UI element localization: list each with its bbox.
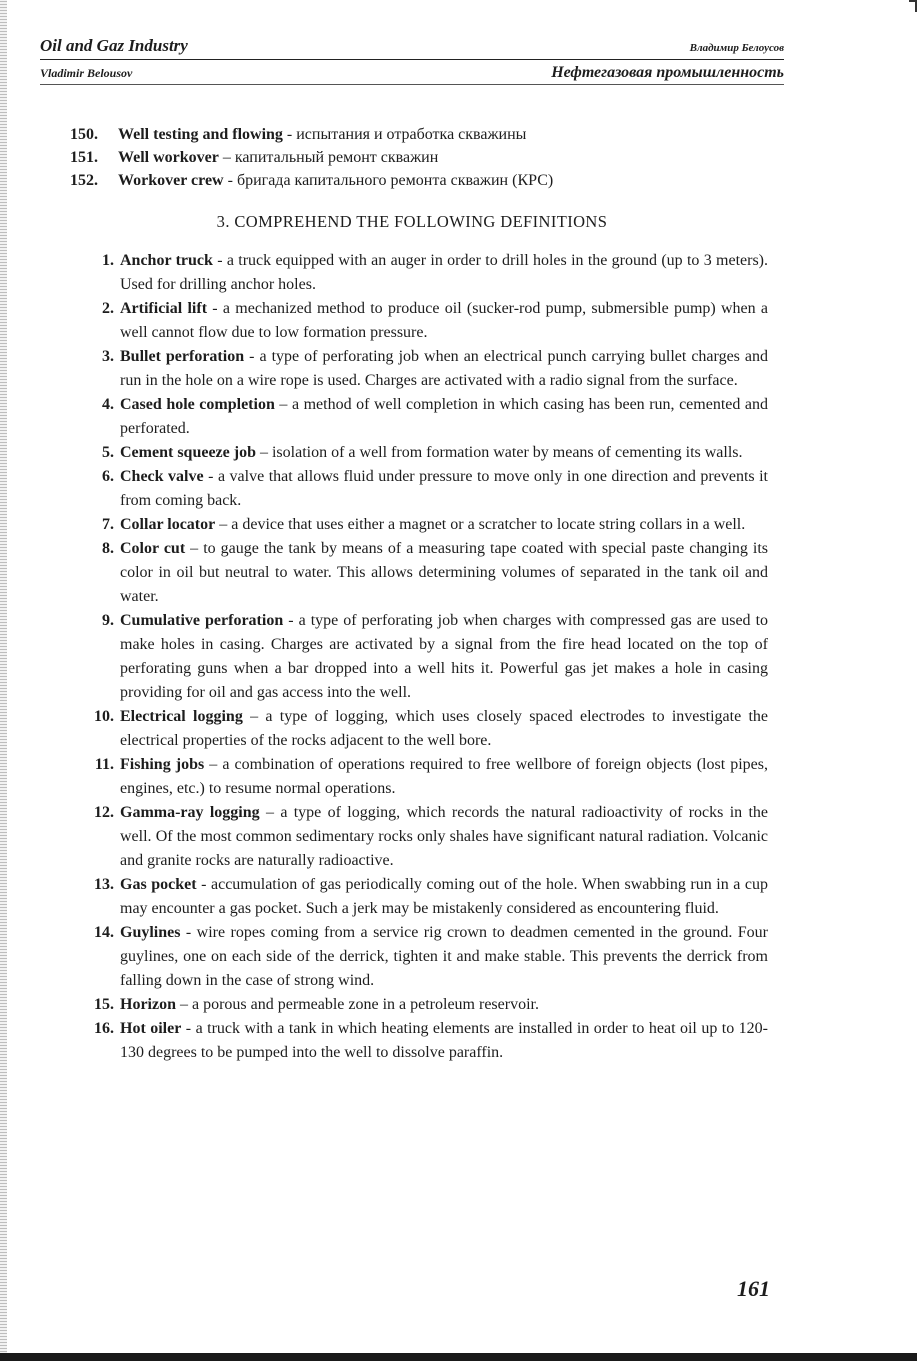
item-number: 4.: [102, 396, 114, 413]
definitions-list: [40, 249, 784, 1065]
item-number: 152.: [70, 172, 98, 189]
definition-item: [40, 609, 784, 705]
term-separator: –: [259, 804, 281, 821]
running-header-top: [40, 36, 784, 60]
item-body: [120, 801, 768, 873]
term: Gas pocket: [120, 876, 197, 893]
item-body: [120, 753, 768, 801]
term: Workover crew: [118, 172, 224, 189]
term-separator: –: [255, 444, 272, 461]
definition-item: [40, 993, 784, 1017]
item-body: [120, 345, 768, 393]
header-author-en: Vladimir Belousov: [40, 66, 133, 80]
term: Well testing and flowing: [118, 126, 283, 143]
item-body: [120, 513, 768, 537]
term-definition: a method of well completion in which casing has been run, cemented and perforated.: [120, 396, 769, 437]
item-body: [118, 146, 438, 169]
definition-item: [40, 1017, 784, 1065]
term-definition: a type of perforating job when an electrical punch carrying bullet charges and run in the hole on a wire rope is used. Charges are activated with a radio signal from the surface.: [120, 348, 769, 389]
term-separator: -: [180, 924, 197, 941]
item-number: 6.: [102, 468, 114, 485]
term-definition: wire ropes coming from a service rig crown to deadmen cemented in the ground. Four guylines, one on each side of the derrick, tighten it and make stable. This prevents the derrick from falling down in the case of strong wind.: [120, 924, 768, 989]
term-separator: -: [181, 1020, 196, 1037]
term-definition: a mechanized method to produce oil (sucker-rod pump, submersible pump) when a well cannot flow due to low formation pressure.: [120, 300, 769, 341]
definition-item: [40, 873, 784, 921]
term: Artificial lift: [120, 300, 208, 317]
definition-item: [40, 441, 784, 465]
term-definition: a truck with a tank in which heating elements are installed in order to heat oil up to 120-130 degrees to be pumped into the well to dissolve paraffin.: [120, 1020, 768, 1061]
item-number: 11.: [94, 756, 114, 773]
term: Anchor truck: [120, 252, 213, 269]
term-separator: –: [218, 149, 235, 166]
term-separator: -: [203, 468, 218, 485]
term-separator: -: [223, 172, 237, 189]
definition-item: [40, 801, 784, 873]
item-number: 8.: [102, 540, 114, 557]
page-number: 161: [737, 1276, 770, 1301]
item-body: [118, 123, 526, 146]
term: Fishing jobs: [120, 756, 205, 773]
item-number: 13.: [94, 876, 114, 893]
term-definition: a combination of operations required to free wellbore of foreign objects (lost pipes, engines, etc.) to resume normal operations.: [120, 756, 769, 797]
item-body: [120, 921, 768, 993]
term-separator: -: [207, 300, 223, 317]
term-definition: a device that uses either a magnet or a scratcher to locate string collars in a well.: [231, 516, 746, 533]
definition-item: [40, 345, 784, 393]
item-number: 5.: [102, 444, 114, 461]
term-definition: a type of perforating job when charges with compressed gas are used to make holes in casing. Charges are activated by a signal from the fire head located on the top of perforating guns when a bar dropped into a well hits it. Powerful gas jet makes a hole in casing providing for oil and gas access into the well.: [120, 612, 769, 701]
term-definition: испытания и отработка скважины: [296, 126, 527, 143]
term-separator: -: [212, 252, 227, 269]
item-number: 16.: [94, 1020, 114, 1037]
item-number: 7.: [102, 516, 114, 533]
term-separator: -: [283, 612, 299, 629]
document-page: [40, 36, 784, 1065]
term-definition: капитальный ремонт скважин: [234, 149, 439, 166]
item-body: [120, 873, 768, 921]
header-book-title: Oil and Gaz Industry: [40, 36, 188, 55]
item-number: 3.: [102, 348, 114, 365]
item-number: 151.: [70, 149, 98, 166]
item-number: 1.: [102, 252, 114, 269]
item-body: [120, 297, 768, 345]
term-definition: a porous and permeable zone in a petroleum reservoir.: [192, 996, 539, 1013]
term-definition: бригада капитального ремонта скважин (КРС): [236, 172, 554, 189]
definition-item: [40, 249, 784, 297]
definition-item: [40, 393, 784, 441]
item-number: 14.: [94, 924, 114, 941]
term: Hot oiler: [120, 1020, 182, 1037]
definition-item: [40, 921, 784, 993]
term-definition: accumulation of gas periodically coming out of the hole. When swabbing run in a cup may encounter a gas pocket. Such a jerk may be mistakenly considered as encountering fluid.: [120, 876, 769, 917]
term-separator: –: [204, 756, 223, 773]
term: Bullet perforation: [120, 348, 245, 365]
term: Electrical logging: [120, 708, 243, 725]
term-definition: a type of logging, which uses closely spaced electrodes to investigate the electrical properties of the rocks adjacent to the well bore.: [120, 708, 768, 749]
term-separator: –: [185, 540, 204, 557]
term: Horizon: [120, 996, 176, 1013]
header-book-title-ru: Нефтегазовая промышленность: [551, 64, 784, 81]
item-body: [120, 441, 768, 465]
vocabulary-list: [70, 123, 784, 192]
term-definition: a truck equipped with an auger in order to drill holes in the ground (up to 3 meters). Used for drilling anchor holes.: [120, 252, 769, 293]
term: Cement squeeze job: [120, 444, 256, 461]
definition-item: [40, 297, 784, 345]
running-header-bottom: [40, 60, 784, 85]
term: Collar locator: [120, 516, 216, 533]
item-body: [120, 249, 768, 297]
scan-left-edge: [0, 0, 7, 1361]
item-number: 9.: [102, 612, 114, 629]
vocabulary-item: [70, 146, 784, 169]
item-body: [120, 393, 768, 441]
term-separator: –: [242, 708, 266, 725]
vocabulary-item: [70, 123, 784, 146]
term-separator: –: [176, 996, 192, 1013]
item-number: 12.: [94, 804, 114, 821]
term-separator: -: [196, 876, 211, 893]
item-body: [120, 993, 768, 1017]
item-number: 2.: [102, 300, 114, 317]
term-separator: –: [274, 396, 292, 413]
item-body: [120, 609, 768, 705]
term-definition: a type of logging, which records the natural radioactivity of rocks in the well. Of the most common sedimentary rocks only shales have significant natural radiation. Volcanic and granite rocks are naturally radioactive.: [120, 804, 769, 869]
term-definition: isolation of a well from formation water by means of cementing its walls.: [271, 444, 743, 461]
definition-item: [40, 753, 784, 801]
term: Cumulative perforation: [120, 612, 284, 629]
term: Check valve: [120, 468, 204, 485]
item-body: [120, 705, 768, 753]
term: Guylines: [120, 924, 181, 941]
term: Cased hole completion: [120, 396, 275, 413]
item-body: [118, 169, 553, 192]
definition-item: [40, 465, 784, 513]
term-separator: -: [244, 348, 260, 365]
item-number: 10.: [94, 708, 114, 725]
definition-item: [40, 513, 784, 537]
item-body: [120, 537, 768, 609]
term: Gamma-ray logging: [120, 804, 260, 821]
vocabulary-item: [70, 169, 784, 192]
term-definition: to gauge the tank by means of a measuring tape coated with special paste changing its color in oil but neutral to water. This allows determining volumes of separated in the tank oil and water.: [120, 540, 768, 605]
section-title: 3. COMPREHEND THE FOLLOWING DEFINITIONS: [216, 212, 608, 231]
item-body: [120, 1017, 768, 1065]
term-definition: a valve that allows fluid under pressure to move only in one direction and prevents it from coming back.: [120, 468, 769, 509]
scan-bottom-edge: [0, 1353, 917, 1361]
term: Color cut: [120, 540, 186, 557]
scan-corner-mark: [909, 0, 917, 12]
term-separator: -: [282, 126, 297, 143]
header-author-ru: Владимир Белоусов: [689, 42, 784, 54]
definition-item: [40, 705, 784, 753]
item-number: 150.: [70, 126, 98, 143]
definition-item: [40, 537, 784, 609]
term: Well workover: [118, 149, 219, 166]
item-body: [120, 465, 768, 513]
item-number: 15.: [94, 996, 114, 1013]
term-separator: –: [215, 516, 232, 533]
